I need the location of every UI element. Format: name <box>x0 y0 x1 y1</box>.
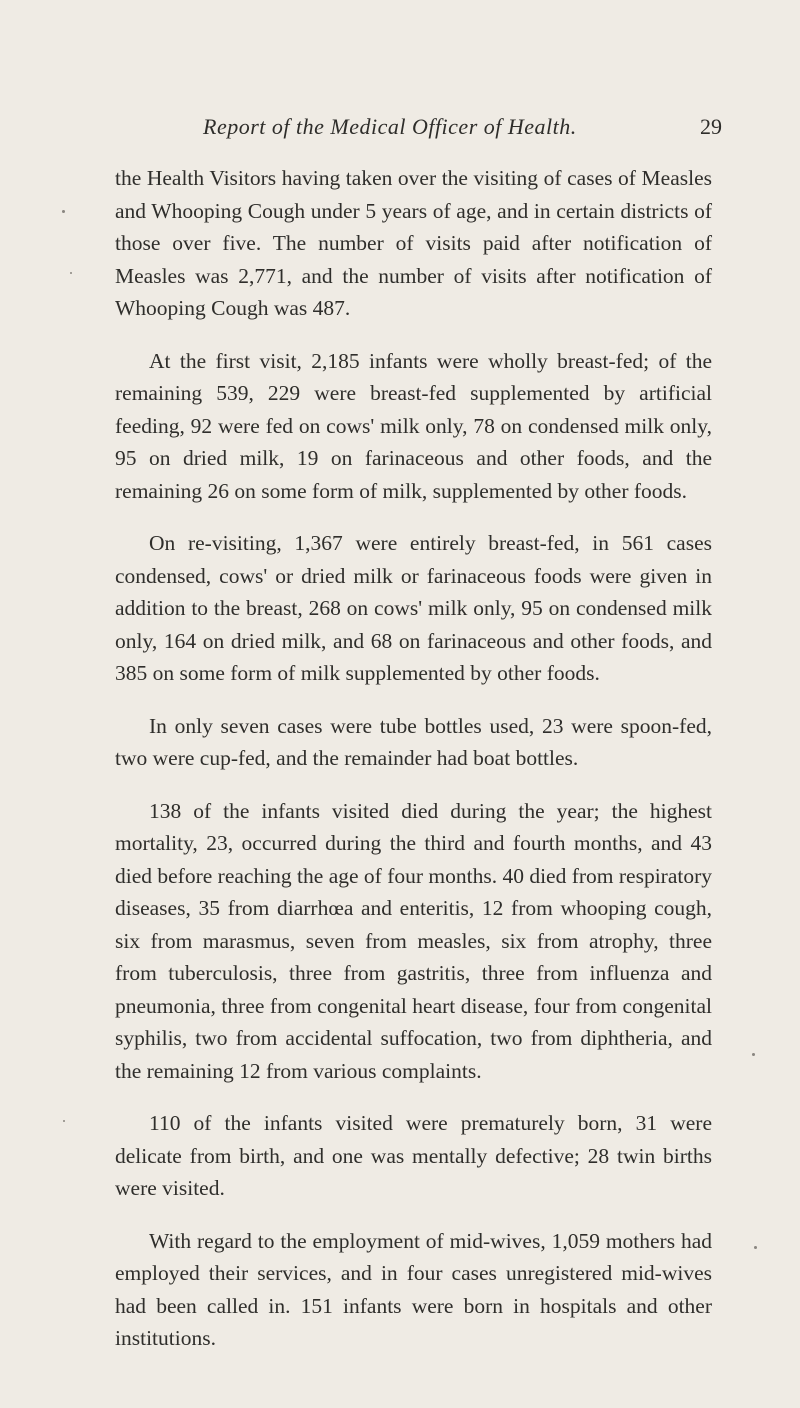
paragraph-mortality: 138 of the infants visited died during the year; the highest mortality, 23, occurred during the third and fourth months, and 43 died before reaching the age of four months. 40 died from respiratory diseases, 35 from diarrhœa and enteritis, 12 from whooping cough, six from marasmus, seven from measles, six from atrophy, three from tuberculosis, three from gastritis, three from influenza and pneumonia, three from congenital heart disease, four from congenital syphilis, two from accidental suffocation, two from diphtheria, and the remaining 12 from various complaints. <box>115 798 713 1083</box>
page-number: 29 <box>700 114 722 139</box>
paper-speck <box>754 1246 757 1249</box>
paper-speck <box>62 210 65 213</box>
paragraph-bottles: In only seven cases were tube bottles used, 23 were spoon-fed, two were cup-fed, and the remainder had boat bottles. <box>115 713 712 770</box>
paragraph-first-visit: At the first visit, 2,185 infants were wholly breast-fed; of the remaining 539, 229 were breast-fed supplemented by artificial feeding, 92 were fed on cows' milk only, 78 on condensed milk only, 95 on dried milk, 19 on farinaceous and other foods, and the remaining 26 on some form of milk, supplemented by other foods. <box>115 348 712 503</box>
paragraph-continuation: the Health Visitors having taken over the visiting of cases of Measles and Whooping Cough under 5 years of age, and in certain districts of those over five. The number of visits paid after notification of Measles was 2,771, and the number of visits after notification of Whooping Cough was 487. <box>115 166 712 320</box>
paragraph-midwives: With regard to the employment of mid-wives, 1,059 mothers had employed their services, and in four cases unregistered mid-wives had been called in. 151 infants were born in hospitals and other institutions. <box>115 1228 712 1350</box>
paragraph-premature: 110 of the infants visited were prematurely born, 31 were delicate from birth, and one was mentally defective; 28 twin births were visited. <box>115 1111 712 1200</box>
paragraph-re-visiting: On re-visiting, 1,367 were entirely breast-fed, in 561 cases condensed, cows' or dried milk or farinaceous foods were given in addition to the breast, 268 on cows' milk only, 95 on condensed milk only, 164 on dried milk, and 68 on farinaceous and other foods, and 385 on some form of milk supplemented by other foods. <box>115 531 712 685</box>
body-text <box>115 162 712 1375</box>
paper-speck <box>63 1120 65 1122</box>
paper-speck <box>752 1053 755 1056</box>
paper-speck <box>70 272 72 274</box>
running-head: Report of the Medical Officer of Health. <box>203 114 577 139</box>
